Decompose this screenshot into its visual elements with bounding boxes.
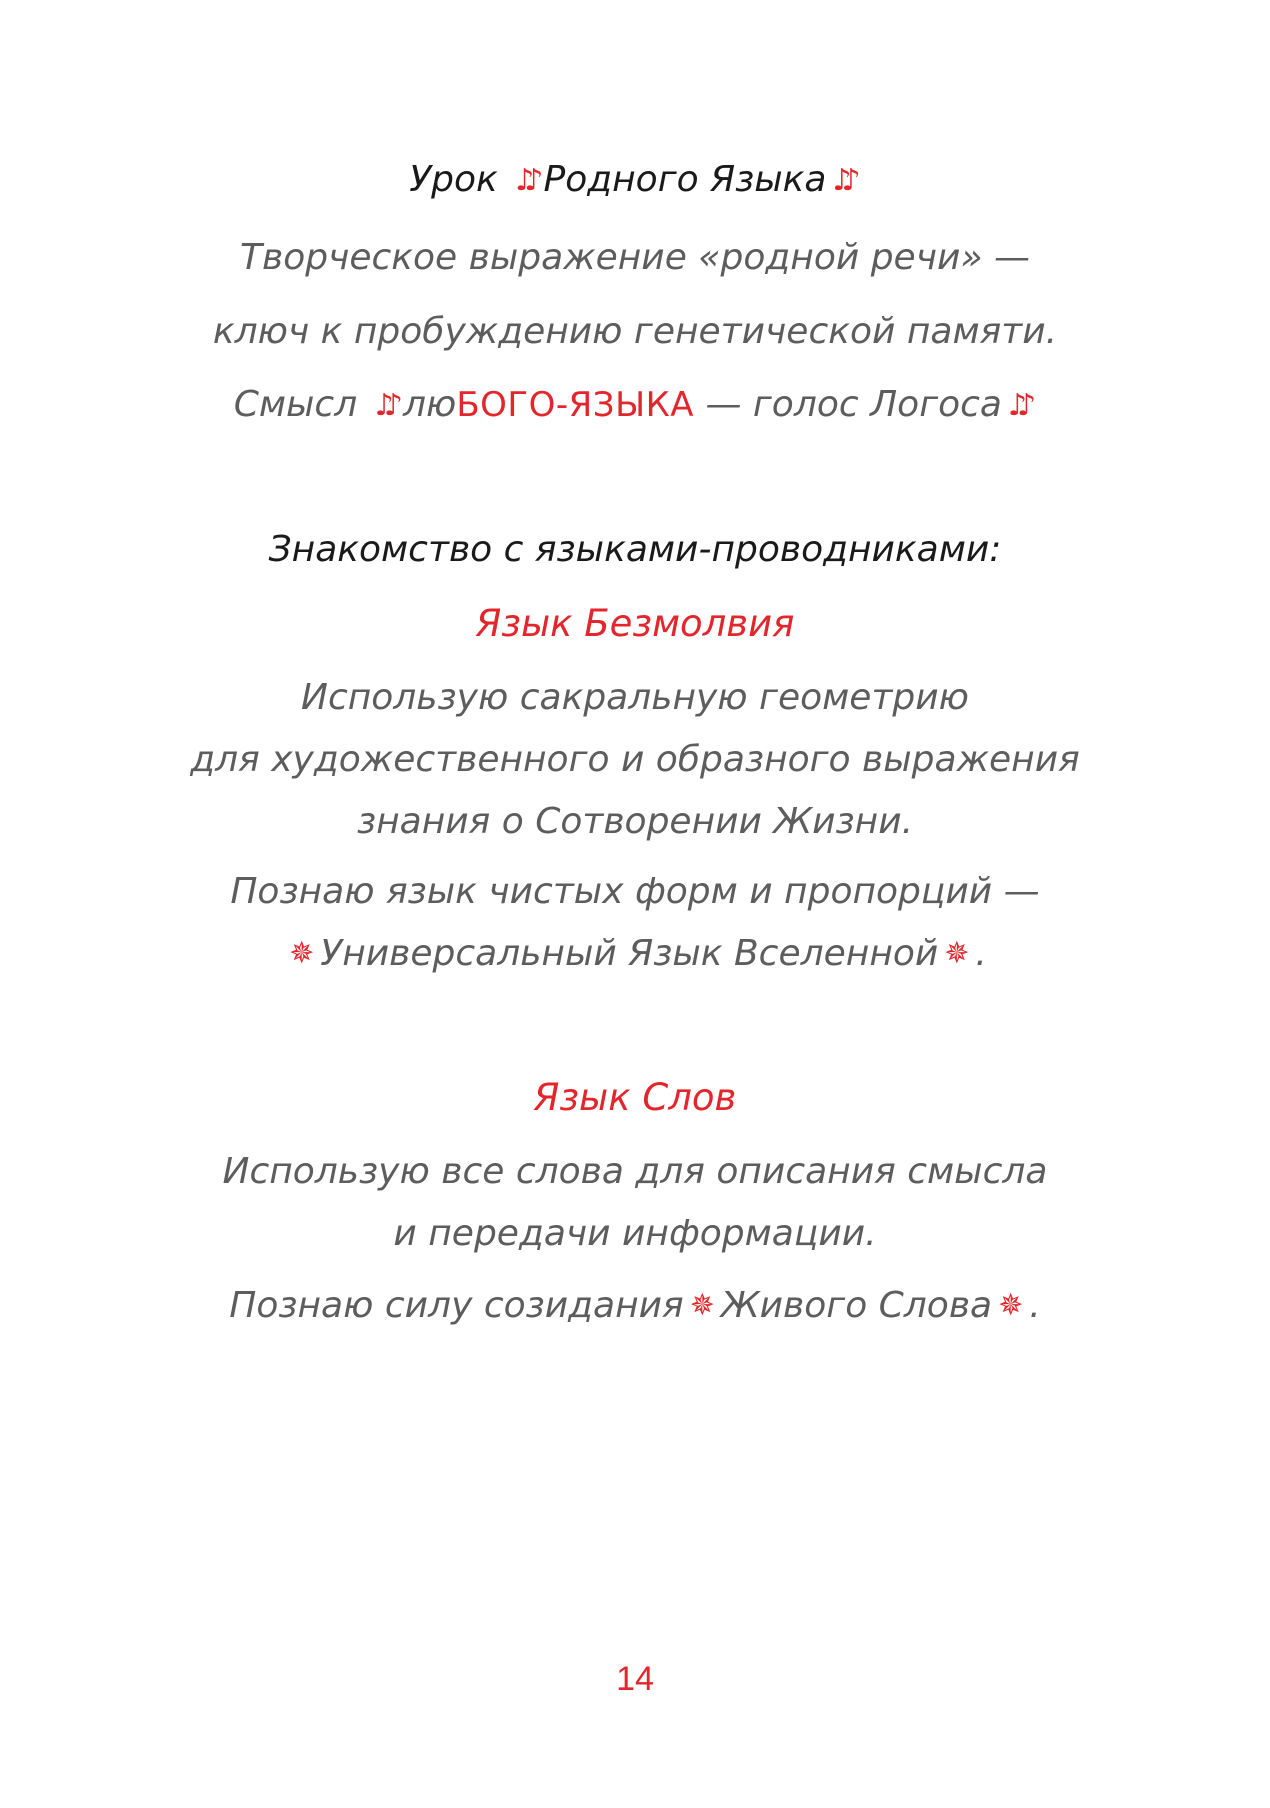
musical-notes-icon: ♪♪	[1007, 388, 1027, 423]
words-line-2: и передачи информации.	[393, 1213, 877, 1254]
silence-line-5	[0, 932, 1270, 976]
silence-line-3: знания о Сотворении Жизни.	[356, 801, 914, 842]
lesson-line-1: Творческое выражение «родной речи» —	[239, 237, 1031, 278]
musical-notes-icon: ♪♪	[374, 388, 393, 423]
silence-line-5-main: Универсальный Язык Вселенной	[320, 933, 939, 974]
words-line-3-prefix: Познаю силу созидания	[229, 1285, 684, 1326]
red-star-icon: ✵	[944, 936, 970, 971]
lesson-title-main: Родного Языка	[543, 159, 827, 200]
lesson-line-3-red: БОГО-ЯЗЫКА	[456, 385, 694, 425]
musical-notes-icon: ♪♪	[832, 163, 851, 198]
words-line-1: Использую все слова для описания смысла	[222, 1151, 1048, 1192]
words-line-3-end: .	[1029, 1285, 1041, 1326]
silence-line-1: Использую сакральную геометрию	[301, 677, 969, 718]
words-line-3-main: Живого Слова	[720, 1285, 993, 1326]
page-number: 14	[616, 1660, 654, 1698]
lesson-line-3	[0, 383, 1270, 428]
lesson-line-3-suffix: — голос Логоса	[705, 384, 1002, 425]
red-star-icon: ✵	[689, 1288, 715, 1323]
words-line-3	[0, 1284, 1270, 1328]
lesson-line-2: ключ к пробуждению генетической памяти.	[212, 311, 1058, 352]
silence-heading: Язык Безмолвия	[475, 602, 795, 645]
silence-line-2: для художественного и образного выражения	[190, 739, 1080, 780]
lesson-line-3-prefix: Смысл	[233, 384, 358, 425]
lesson-title	[0, 158, 1270, 203]
lesson-title-prefix: Урок	[409, 159, 498, 200]
silence-line-5-end: .	[975, 933, 987, 974]
words-heading: Язык Слов	[533, 1076, 737, 1119]
red-star-icon: ✵	[998, 1288, 1024, 1323]
musical-notes-icon: ♪♪	[515, 163, 534, 198]
silence-line-4: Познаю язык чистых форм и пропорций —	[230, 871, 1040, 912]
red-star-icon: ✵	[289, 936, 315, 971]
lesson-line-3-lower: лю	[402, 384, 457, 425]
intro-heading: Знакомство с языками-проводниками:	[268, 529, 1002, 570]
